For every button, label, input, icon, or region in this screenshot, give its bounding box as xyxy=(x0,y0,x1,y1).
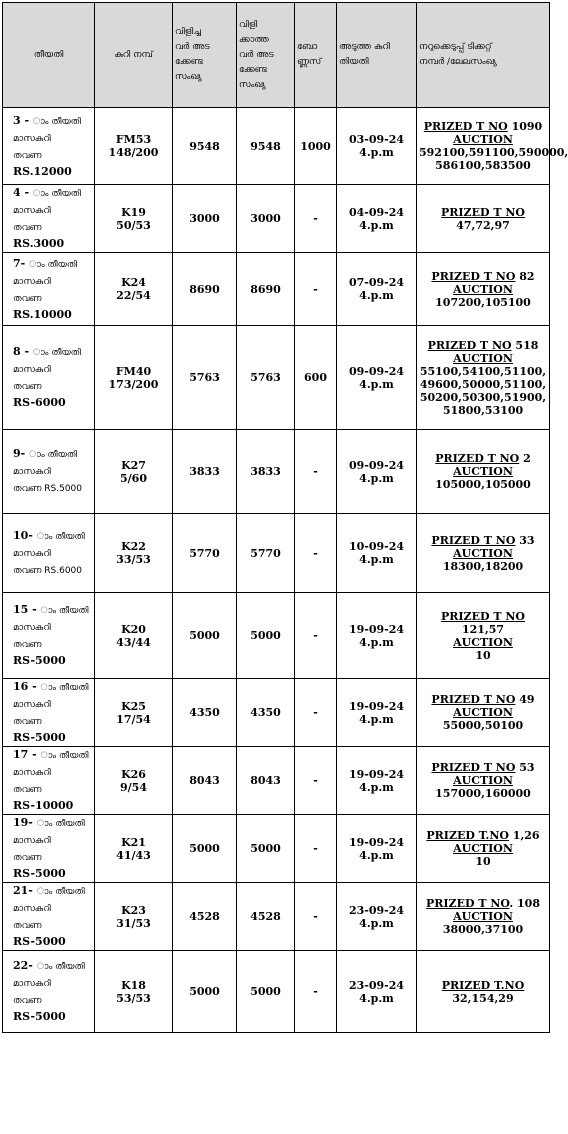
installment-type: മാസകുറി xyxy=(13,365,51,375)
auction-label: AUCTION xyxy=(453,842,513,855)
prize-label: PRIZED T.NO xyxy=(426,829,509,842)
installment-term: തവണ xyxy=(13,640,42,650)
auction-label: AUCTION xyxy=(453,635,513,649)
table-row xyxy=(3,679,550,747)
installment-amount: RS-10000 xyxy=(13,799,74,812)
kuri-number-cell xyxy=(95,815,173,883)
bonus-cell: - xyxy=(295,593,337,679)
prize-label: PRIZED T NO xyxy=(423,120,508,133)
installment-amount: RS-5000 xyxy=(13,1010,66,1023)
installment-cell xyxy=(3,253,95,326)
auction-value-line: 105000,105000 xyxy=(435,478,531,491)
prize-numbers: 49 xyxy=(515,693,535,706)
table-row xyxy=(3,430,550,514)
auction-label: AUCTION xyxy=(453,546,513,560)
installment-type: മാസകുറി xyxy=(13,836,51,846)
header-line: ക്കാത്ത xyxy=(239,34,269,45)
auction-label: AUCTION xyxy=(453,774,513,787)
installment-number: 21- xyxy=(13,884,37,897)
prize-cell xyxy=(417,883,550,951)
installment-cell xyxy=(3,185,95,253)
kuri-number-cell xyxy=(95,593,173,679)
installment-amount: RS-5000 xyxy=(13,654,66,667)
next-time: 4.p.m xyxy=(359,218,394,232)
uncalled-amount-cell: 8043 xyxy=(237,747,295,815)
next-date: 09-09-24 xyxy=(348,458,405,472)
next-date: 04-09-24 xyxy=(348,205,405,219)
next-date-cell xyxy=(337,108,417,185)
bonus-cell: - xyxy=(295,815,337,883)
installment-suffix: ാം തീയതി xyxy=(32,348,81,358)
kuri-code: K26 xyxy=(121,767,146,781)
kuri-count: 43/44 xyxy=(116,635,151,649)
table-row xyxy=(3,326,550,430)
kuri-code: K23 xyxy=(121,903,146,917)
auction-values xyxy=(419,478,547,491)
prize-label: PRIZED T.NO xyxy=(441,978,525,992)
next-time: 4.p.m xyxy=(359,553,394,566)
installment-suffix: ാം തീയതി xyxy=(36,819,85,829)
bonus-cell: 1000 xyxy=(295,108,337,185)
kuri-number-cell xyxy=(95,679,173,747)
prize-numbers: 82 xyxy=(515,269,535,283)
installment-type: മാസകുറി xyxy=(13,623,51,633)
prize-cell xyxy=(417,815,550,883)
installment-suffix: ാം തീയതി xyxy=(29,450,78,460)
kuri-number-cell xyxy=(95,185,173,253)
installment-cell xyxy=(3,679,95,747)
auction-values xyxy=(419,649,547,662)
header-line: ബോ xyxy=(297,42,318,52)
prize-cell xyxy=(417,108,568,185)
prize-numbers: 53 xyxy=(515,761,535,774)
next-date: 19-09-24 xyxy=(348,699,405,713)
prize-label: PRIZED T NO xyxy=(426,897,510,910)
header-date: തീയതി xyxy=(3,3,95,108)
uncalled-amount-cell: 9548 xyxy=(237,108,295,185)
auction-label: AUCTION xyxy=(453,706,513,719)
installment-type: മാസകുറി xyxy=(13,979,51,989)
installment-number: 8 - xyxy=(13,345,33,358)
auction-values xyxy=(419,560,547,573)
prize-cell xyxy=(417,951,550,1033)
kuri-code: FM53 xyxy=(115,133,152,146)
next-date-cell xyxy=(337,815,417,883)
auction-value-line: 49600,50000,51100, xyxy=(419,377,547,391)
next-date: 23-09-24 xyxy=(348,903,405,917)
next-date-cell xyxy=(337,593,417,679)
next-date: 03-09-24 xyxy=(348,133,405,146)
installment-cell xyxy=(3,747,95,815)
kuri-number-cell xyxy=(95,747,173,815)
bonus-cell: - xyxy=(295,185,337,253)
prize-label: PRIZED T NO xyxy=(431,761,516,774)
auction-label: AUCTION xyxy=(453,351,513,365)
called-amount-cell: 5000 xyxy=(173,815,237,883)
kuri-code: K24 xyxy=(121,276,146,289)
kuri-number-cell xyxy=(95,883,173,951)
installment-amount: RS-5000 xyxy=(13,731,66,744)
uncalled-amount-cell: 4350 xyxy=(237,679,295,747)
prize-cell xyxy=(417,679,550,747)
next-date: 23-09-24 xyxy=(348,978,405,992)
prize-label: PRIZED T NO xyxy=(441,205,525,219)
header-line: വർ അട xyxy=(175,42,210,52)
next-time: 4.p.m xyxy=(359,146,394,159)
installment-number: 16 - xyxy=(13,680,41,693)
installment-cell xyxy=(3,593,95,679)
prize-label: PRIZED T NO xyxy=(431,533,516,547)
kuri-count: 33/53 xyxy=(116,553,151,566)
next-date: 09-09-24 xyxy=(348,364,405,378)
header-line: വിളിച്ച xyxy=(175,27,201,37)
installment-suffix: ാം തീയതി xyxy=(32,116,81,127)
auction-value-line: 55000,50100 xyxy=(442,719,524,732)
installment-number: 19- xyxy=(13,816,37,829)
prize-numbers: 1090 xyxy=(507,120,543,133)
next-date-cell xyxy=(337,253,417,326)
next-date-cell xyxy=(337,514,417,593)
installment-term: തവണ xyxy=(13,996,42,1006)
uncalled-amount-cell: 5000 xyxy=(237,593,295,679)
header-line: സംഖ്യ xyxy=(175,72,202,82)
uncalled-amount-cell: 3000 xyxy=(237,185,295,253)
auction-value-line: 10 xyxy=(475,855,491,868)
installment-term: തവണ xyxy=(13,223,42,233)
table-body xyxy=(3,108,568,1033)
auction-values xyxy=(419,365,547,417)
auction-values xyxy=(419,855,547,868)
installment-amount: RS-5000 xyxy=(13,935,66,948)
auction-value-line: 38000,37100 xyxy=(442,923,524,936)
kuri-code: K22 xyxy=(121,540,146,553)
auction-value-line: 586100,583500 xyxy=(435,159,531,172)
called-amount-cell: 5000 xyxy=(173,951,237,1033)
next-time: 4.p.m xyxy=(359,780,394,794)
installment-suffix: ാം തീയതി xyxy=(36,531,85,542)
installment-cell xyxy=(3,514,95,593)
header-line: നറുക്കെടുപ്പ് ടിക്കറ്റ് xyxy=(419,42,492,52)
kuri-number-cell xyxy=(95,253,173,326)
auction-label: AUCTION xyxy=(453,133,513,146)
auction-values xyxy=(419,296,547,309)
installment-cell xyxy=(3,815,95,883)
kuri-count: 5/60 xyxy=(120,471,147,485)
header-line: ക്കേണ്ട xyxy=(175,57,203,67)
installment-cell xyxy=(3,883,95,951)
prize-numbers: 33 xyxy=(515,533,535,547)
prize-label: PRIZED T NO xyxy=(435,452,520,465)
next-date-cell xyxy=(337,747,417,815)
next-time: 4.p.m xyxy=(359,916,394,930)
called-amount-cell: 9548 xyxy=(173,108,237,185)
installment-cell xyxy=(3,951,95,1033)
installment-cell xyxy=(3,430,95,514)
installment-amount: RS.12000 xyxy=(13,164,72,178)
kuri-code: FM40 xyxy=(115,364,152,378)
installment-amount: RS-6000 xyxy=(13,396,66,409)
next-date: 19-09-24 xyxy=(348,767,405,781)
auction-label: AUCTION xyxy=(453,465,513,478)
uncalled-amount-cell: 4528 xyxy=(237,883,295,951)
header-line: ണ്ണസ് xyxy=(297,57,322,67)
auction-value-line: 18300,18200 xyxy=(442,559,524,573)
installment-amount: RS.10000 xyxy=(13,307,72,321)
prize-label: PRIZED T NO xyxy=(427,338,512,352)
uncalled-amount-cell: 5000 xyxy=(237,951,295,1033)
auction-value-line: 50200,50300,51900, xyxy=(419,390,547,404)
prize-numbers: . 108 xyxy=(509,897,540,910)
installment-term: തവണ xyxy=(13,150,42,161)
kuri-number-cell xyxy=(95,951,173,1033)
installment-type: മാസകുറി xyxy=(13,133,51,144)
auction-value-line: 47,72,97 xyxy=(456,218,510,232)
uncalled-amount-cell: 8690 xyxy=(237,253,295,326)
table-row xyxy=(3,815,550,883)
kuri-count: 50/53 xyxy=(116,218,151,232)
header-kuri-no: കുറി നമ്പ് xyxy=(95,3,173,108)
kuri-count: 22/54 xyxy=(116,289,151,302)
uncalled-amount-cell: 5763 xyxy=(237,326,295,430)
installment-amount: RS-5000 xyxy=(13,867,66,880)
prize-label: PRIZED T NO xyxy=(431,693,516,706)
header-bonus xyxy=(295,3,337,108)
header-called-amount xyxy=(173,3,237,108)
uncalled-amount-cell: 5000 xyxy=(237,815,295,883)
next-time: 4.p.m xyxy=(359,635,394,649)
auction-value-line: 10 xyxy=(475,648,491,662)
installment-type: മാസകുറി xyxy=(13,206,51,216)
header-line: അടുത്ത കുറി xyxy=(339,42,390,52)
bonus-cell: - xyxy=(295,883,337,951)
installment-number: 17 - xyxy=(13,748,41,761)
installment-number: 4 - xyxy=(13,186,33,199)
installment-type: മാസകുറി xyxy=(13,904,51,914)
auction-label: AUCTION xyxy=(453,910,513,923)
installment-cell xyxy=(3,326,95,430)
prize-cell xyxy=(417,253,550,326)
kuri-number-cell xyxy=(95,430,173,514)
prize-numbers: 1,26 xyxy=(508,829,540,842)
kuri-code: K27 xyxy=(121,458,146,472)
bonus-cell: - xyxy=(295,679,337,747)
installment-number: 22- xyxy=(13,959,37,972)
bonus-cell: - xyxy=(295,514,337,593)
installment-suffix: ാം തീയതി xyxy=(40,606,89,616)
installment-cell xyxy=(3,108,95,185)
prize-cell xyxy=(417,747,550,815)
auction-values xyxy=(419,146,568,172)
kuri-number-cell xyxy=(95,514,173,593)
kuri-number-cell xyxy=(95,326,173,430)
header-row xyxy=(3,3,550,108)
next-date-cell xyxy=(337,883,417,951)
prize-cell xyxy=(417,185,550,253)
auction-values xyxy=(419,219,547,232)
bonus-cell: 600 xyxy=(295,326,337,430)
auction-values xyxy=(419,719,547,732)
kuri-code: K21 xyxy=(121,835,146,849)
header-line: സംഖ്യ xyxy=(239,79,266,90)
next-date: 19-09-24 xyxy=(348,835,405,849)
prize-label: PRIZED T NO xyxy=(441,609,525,623)
header-uncalled-amount xyxy=(237,3,295,108)
auction-value-line: 55100,54100,51100, xyxy=(419,364,547,378)
kuri-code: K18 xyxy=(121,978,146,992)
header-line: ക്കേണ്ട xyxy=(239,64,267,75)
uncalled-amount-cell: 5770 xyxy=(237,514,295,593)
installment-type: മാസകുറി xyxy=(13,700,51,710)
auction-values xyxy=(419,787,547,800)
kuri-code: K20 xyxy=(121,622,146,636)
prize-numbers: 2 xyxy=(519,452,531,465)
bonus-cell: - xyxy=(295,253,337,326)
prize-cell xyxy=(417,430,550,514)
next-time: 4.p.m xyxy=(359,712,394,726)
installment-suffix: ാം തീയതി xyxy=(40,683,89,693)
called-amount-cell: 3000 xyxy=(173,185,237,253)
next-date: 07-09-24 xyxy=(348,276,405,289)
auction-value-line: 107200,105100 xyxy=(435,295,531,309)
kuri-code: K25 xyxy=(121,699,146,713)
kuri-count: 173/200 xyxy=(108,377,159,391)
prize-cell xyxy=(417,326,550,430)
table-row xyxy=(3,514,550,593)
next-time: 4.p.m xyxy=(359,377,394,391)
kuri-count: 148/200 xyxy=(108,146,159,159)
kuri-count: 9/54 xyxy=(120,780,147,794)
called-amount-cell: 8690 xyxy=(173,253,237,326)
installment-suffix: ാം തീയതി xyxy=(36,962,85,972)
installment-term: തവണ xyxy=(13,785,42,795)
next-date: 10-09-24 xyxy=(348,540,405,553)
table-row xyxy=(3,108,550,185)
called-amount-cell: 3833 xyxy=(173,430,237,514)
installment-suffix: ാം തീയതി xyxy=(40,751,89,761)
auction-values xyxy=(419,923,547,936)
called-amount-cell: 5770 xyxy=(173,514,237,593)
table-row xyxy=(3,185,550,253)
installment-number: 3 - xyxy=(13,113,33,127)
next-time: 4.p.m xyxy=(359,289,394,302)
installment-suffix: ാം തീയതി xyxy=(29,259,78,270)
next-date-cell xyxy=(337,679,417,747)
auction-value-line: 51800,53100 xyxy=(442,403,524,417)
bonus-cell: - xyxy=(295,951,337,1033)
called-amount-cell: 8043 xyxy=(173,747,237,815)
kuri-count: 17/54 xyxy=(116,712,151,726)
next-date-cell xyxy=(337,430,417,514)
kuri-schedule xyxy=(2,2,568,1033)
installment-number: 10- xyxy=(13,528,37,542)
prize-numbers: 121,57 xyxy=(461,622,505,636)
kuri-count: 41/43 xyxy=(116,848,151,862)
installment-term: തവണ RS.6000 xyxy=(13,565,83,576)
installment-term: തവണ xyxy=(13,921,42,931)
next-date: 19-09-24 xyxy=(348,622,405,636)
called-amount-cell: 4528 xyxy=(173,883,237,951)
called-amount-cell: 4350 xyxy=(173,679,237,747)
installment-amount: RS.3000 xyxy=(13,237,65,250)
prize-numbers: 518 xyxy=(511,338,539,352)
uncalled-amount-cell: 3833 xyxy=(237,430,295,514)
installment-number: 7- xyxy=(13,256,30,270)
kuri-table xyxy=(2,2,568,1033)
bonus-cell: - xyxy=(295,430,337,514)
installment-number: 15 - xyxy=(13,603,41,616)
auction-value-line: 592100,591100,590000, xyxy=(419,146,568,159)
called-amount-cell: 5000 xyxy=(173,593,237,679)
prize-label: PRIZED T NO xyxy=(431,269,516,283)
bonus-cell: - xyxy=(295,747,337,815)
auction-value-line: 32,154,29 xyxy=(452,991,514,1005)
header-line: തിയതി xyxy=(339,57,369,67)
header-line: വർ അട xyxy=(239,49,274,60)
installment-term: തവണ xyxy=(13,293,42,304)
header-prize xyxy=(417,3,550,108)
header-next-date xyxy=(337,3,417,108)
kuri-count: 31/53 xyxy=(116,916,151,930)
table-row xyxy=(3,951,550,1033)
called-amount-cell: 5763 xyxy=(173,326,237,430)
table-row xyxy=(3,883,550,951)
table-row xyxy=(3,593,550,679)
kuri-code: K19 xyxy=(121,205,146,219)
next-time: 4.p.m xyxy=(359,471,394,485)
kuri-number-cell xyxy=(95,108,173,185)
installment-term: തവണ xyxy=(13,382,42,392)
auction-values xyxy=(419,992,547,1005)
next-date-cell xyxy=(337,326,417,430)
installment-type: മാസകുറി xyxy=(13,467,51,477)
header-line: വിളി xyxy=(239,19,258,30)
table-row xyxy=(3,253,550,326)
prize-cell xyxy=(417,514,550,593)
installment-suffix: ാം തീയതി xyxy=(32,189,81,199)
installment-suffix: ാം തീയതി xyxy=(36,887,85,897)
installment-number: 9- xyxy=(13,447,30,460)
installment-term: തവണ xyxy=(13,853,42,863)
auction-label: AUCTION xyxy=(453,282,513,296)
installment-term: തവണ RS.5000 xyxy=(13,484,83,494)
next-time: 4.p.m xyxy=(359,991,394,1005)
kuri-count: 53/53 xyxy=(116,991,151,1005)
prize-cell xyxy=(417,593,550,679)
installment-type: മാസകുറി xyxy=(13,548,51,559)
installment-type: മാസകുറി xyxy=(13,276,51,287)
installment-type: മാസകുറി xyxy=(13,768,51,778)
table-row xyxy=(3,747,550,815)
installment-term: തവണ xyxy=(13,717,42,727)
auction-value-line: 157000,160000 xyxy=(435,787,531,800)
next-date-cell xyxy=(337,951,417,1033)
next-date-cell xyxy=(337,185,417,253)
header-line: നമ്പർ /ലേലസംഖ്യ xyxy=(419,57,497,67)
next-time: 4.p.m xyxy=(359,848,394,862)
